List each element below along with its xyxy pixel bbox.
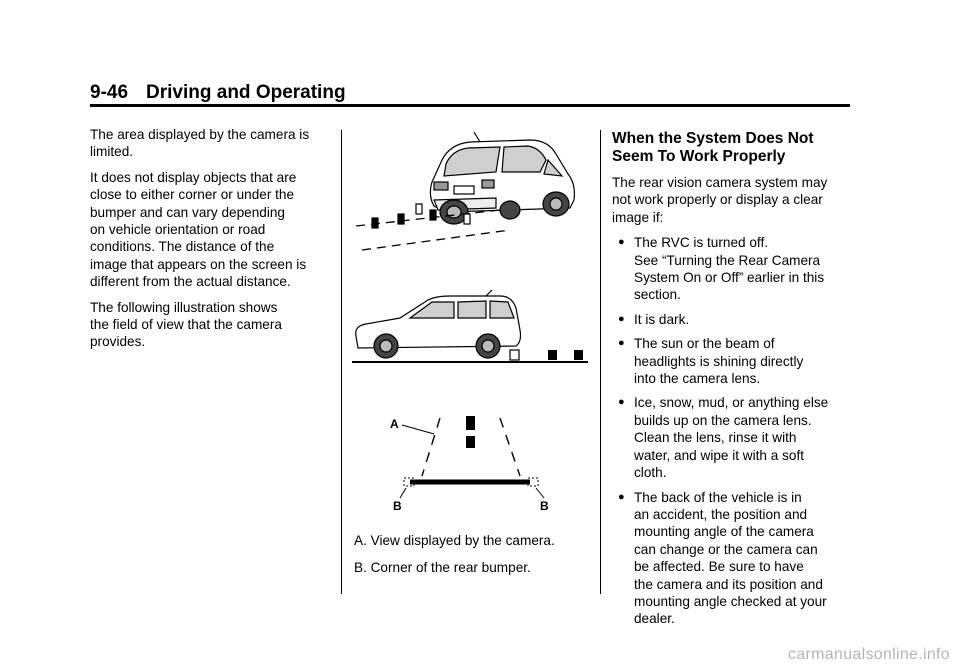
page-header <box>90 82 346 104</box>
bullet-icon: ● <box>618 396 625 409</box>
intro-paragraph: The rear vision camera system may not work properly or display a clear image if: <box>612 175 828 225</box>
paragraph-illustration-intro: The following illustration shows the field of view that the camera provides. <box>90 299 282 350</box>
page-number: 9-46 <box>90 82 129 103</box>
list-item: ● The sun or the beam of headlights is shining directly into the camera lens. <box>618 336 804 387</box>
footer-watermark: carmanualsonline.info <box>788 646 950 663</box>
suv-side-view-illustration <box>350 290 590 370</box>
right-column <box>612 126 852 635</box>
caption-b: B. Corner of the rear bumper. <box>354 560 531 575</box>
bullet-icon: ● <box>618 236 625 249</box>
suv-rear-view-illustration <box>350 130 590 260</box>
label-b-right: B <box>540 499 549 513</box>
bullet-icon: ● <box>618 490 625 503</box>
header-rule <box>90 104 850 107</box>
section-title: Driving and Operating <box>146 82 346 103</box>
column-divider-left <box>341 130 342 594</box>
label-a: A <box>390 417 399 431</box>
paragraph-display-limits: It does not display objects that are close to either corner or under the bumper and can vary depending on vehicle orientation or road conditions. The distance of the image that appears on the screen is different from the actual distance. <box>90 169 307 290</box>
column-divider-right <box>600 130 601 594</box>
bullet-icon: ● <box>618 312 625 325</box>
section-heading: When the System Does Not Seem To Work Properly <box>612 130 814 165</box>
field-of-view-diagram <box>350 408 590 520</box>
list-item: ● The RVC is turned off. See “Turning the Rear Camera System On or Off” earlier in this section. <box>618 235 825 303</box>
issue-list <box>612 234 852 628</box>
caption-a: A. View displayed by the camera. <box>354 533 555 548</box>
list-item: ● The back of the vehicle is in an accident, the position and mounting angle of the camera can change or the camera can be affected. Be sure to have the camera and its position and mounting angle checked at your dealer. <box>618 489 827 627</box>
bullet-icon: ● <box>618 337 625 350</box>
paragraph-camera-area: The area displayed by the camera is limited. <box>90 127 310 160</box>
list-item: ● Ice, snow, mud, or anything else builds up on the camera lens. Clean the lens, rinse it with water, and wipe it with a soft cloth. <box>618 395 829 481</box>
list-item: ● It is dark. <box>618 311 690 327</box>
left-column <box>90 126 335 359</box>
label-b-left: B <box>393 499 402 513</box>
